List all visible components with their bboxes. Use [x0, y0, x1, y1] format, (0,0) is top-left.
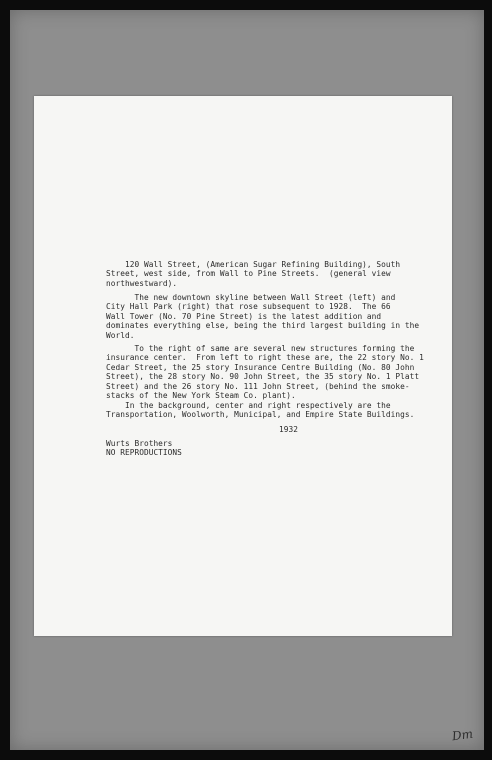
paragraph-insurance-center: To the right of same are several new structures forming the insurance center. From left to right these are, the 22 story No. 1 Cedar Street, the 25 story Insurance Centre Building (No. 80 John Street), the 28 story No. 90 John Street, the 35 story No. 1 Platt Street) and the 26 story No. 111 John Street, (behind the smoke- stacks of the New York Steam Co. plant). — [106, 344, 424, 401]
handwritten-initials: Dm — [451, 726, 474, 744]
paragraph-skyline: The new downtown skyline between Wall Street (left) and City Hall Park (right) that rose subsequent to 1928. The 66 Wall Tower (No. 70 Pine Street) is the latest addition and dominates everything else, being the third largest building in the World. — [106, 293, 420, 340]
typescript-sheet — [34, 96, 452, 636]
photographer-credit: Wurts Brothers NO REPRODUCTIONS — [106, 439, 182, 458]
year-label: 1932 — [279, 425, 298, 434]
paragraph-background: In the background, center and right respectively are the Transportation, Woolworth, Municipal, and Empire State Buildings. — [106, 401, 415, 420]
paragraph-location: 120 Wall Street, (American Sugar Refining Building), South Street, west side, from Wall to Pine Streets. (general view northwestward). — [106, 260, 401, 288]
